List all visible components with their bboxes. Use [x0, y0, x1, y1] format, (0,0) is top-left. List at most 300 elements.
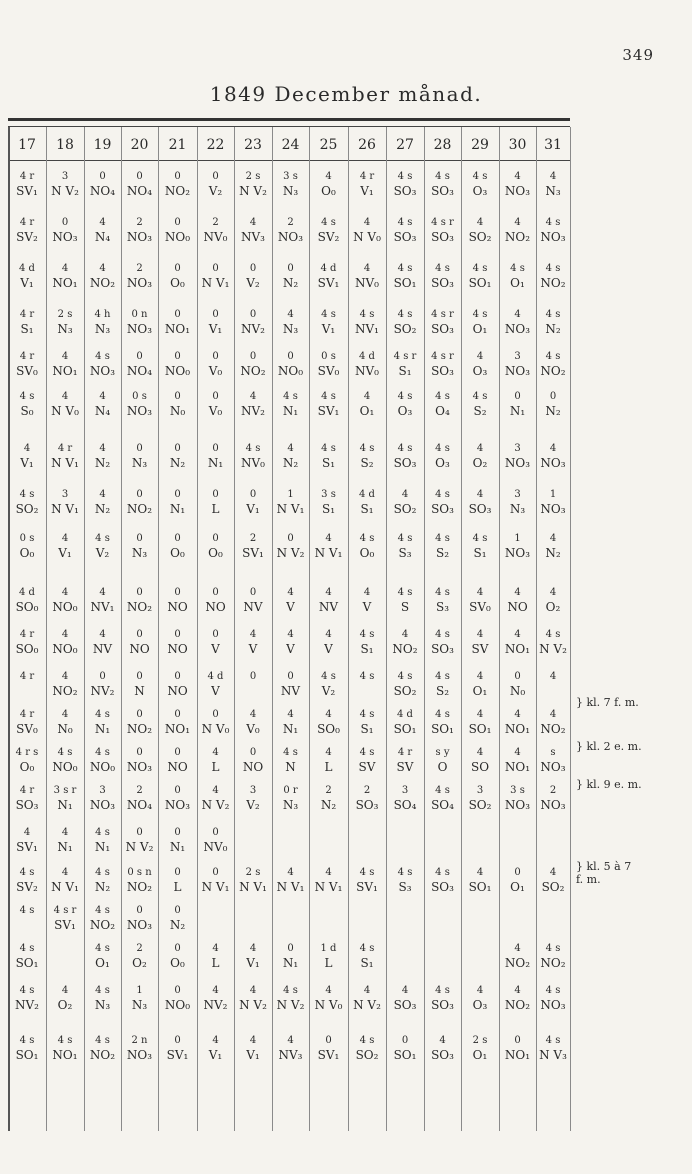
wind-value: NO [167, 600, 188, 614]
wind-value: L [324, 760, 333, 774]
cloud-value: 3 s [510, 785, 525, 796]
cloud-value: 4 [61, 629, 69, 640]
wind-value: SO₃ [431, 642, 454, 656]
cloud-value: 2 n [131, 1035, 148, 1046]
wind-value: SO₃ [431, 276, 454, 290]
observation-cell [425, 745, 461, 775]
observation-cell [122, 983, 158, 1013]
cloud-value: 0 [401, 1035, 409, 1046]
wind-value: N₃ [94, 998, 111, 1012]
observation-cell [535, 389, 571, 419]
cloud-value: 4 s [283, 747, 298, 758]
observation-cell [500, 441, 536, 471]
wind-value: O₀ [170, 276, 185, 290]
cloud-value: 4 r [359, 171, 375, 182]
cloud-value: 4 [514, 747, 521, 758]
cloud-value: 0 [249, 587, 257, 598]
cloud-value: 4 [287, 1035, 294, 1046]
observation-cell [500, 169, 536, 199]
cloud-value: 2 [287, 217, 294, 228]
cloud-value: 4 r [19, 629, 35, 640]
observation-cell [198, 983, 234, 1013]
observation-cell [535, 307, 571, 337]
observation-cell [198, 669, 234, 699]
observation-cell [198, 1033, 234, 1063]
wind-value: NO₃ [540, 502, 566, 516]
observation-cell [462, 1033, 498, 1063]
wind-value: NO₁ [504, 760, 531, 774]
observation-cell [387, 307, 423, 337]
observation-cell [349, 531, 385, 561]
cloud-value: 1 d [320, 943, 337, 954]
observation-cell [122, 307, 158, 337]
observation-cell [273, 169, 309, 199]
day-header: 17 [18, 137, 36, 153]
observation-cell [85, 825, 121, 855]
observation-cell [47, 783, 83, 813]
cloud-value: 4 [249, 985, 257, 996]
cloud-value: 4 [476, 587, 484, 598]
wind-value: NO₃ [126, 322, 153, 336]
observation-cell [9, 903, 45, 918]
cloud-value: 2 [249, 533, 257, 544]
observation-cell [160, 261, 196, 291]
observation-cell [47, 669, 83, 699]
cloud-value: 4 s r [393, 351, 417, 362]
wind-value: NO₃ [540, 798, 566, 812]
cloud-value: 4 s [359, 309, 375, 320]
cloud-value: 0 [249, 263, 257, 274]
observation-cell [47, 707, 83, 737]
wind-value: N V₁ [314, 880, 343, 894]
wind-value: N₃ [131, 998, 148, 1012]
cloud-value: 4 [401, 489, 409, 500]
cloud-value: 0 [212, 263, 219, 274]
cloud-value: 2 [136, 263, 143, 274]
wind-value: O [437, 760, 448, 774]
cloud-value: 0 [174, 629, 181, 640]
observation-cell [198, 531, 234, 561]
cloud-value: 4 s [545, 217, 561, 228]
wind-value: N V₀ [201, 722, 230, 736]
cloud-value: 4 s r [53, 905, 77, 916]
wind-value: NV₀ [241, 456, 265, 470]
cloud-value: 0 [136, 171, 143, 182]
cloud-value: 0 [514, 867, 521, 878]
observation-cell [122, 585, 158, 615]
cloud-value: 4 r [19, 785, 35, 796]
wind-value: O₃ [472, 364, 488, 378]
cloud-value: 4 [549, 709, 557, 720]
wind-value: O₀ [321, 184, 336, 198]
cloud-value: 4 [514, 943, 521, 954]
wind-value: N V₂ [239, 998, 267, 1012]
observation-cell [349, 215, 385, 245]
observation-cell [85, 745, 121, 775]
observation-cell [273, 783, 309, 813]
cloud-value: 4 [99, 217, 106, 228]
cloud-value: 4 s [545, 629, 561, 640]
wind-value: SV₂ [16, 230, 38, 244]
observation-cell [311, 1033, 347, 1063]
wind-value: N V₁ [239, 880, 267, 894]
observation-cell [235, 783, 271, 813]
wind-value: SO₃ [355, 798, 379, 812]
cloud-value: 4 [325, 171, 332, 182]
cloud-value: 4 s r [431, 217, 454, 228]
wind-value: SO₃ [431, 184, 454, 198]
wind-value: N V₂ [51, 184, 79, 198]
cloud-value: 4 s [397, 533, 413, 544]
observation-cell [122, 261, 158, 291]
observation-cell [349, 1033, 385, 1063]
wind-value: V [248, 642, 258, 656]
cloud-value: 4 s [435, 533, 450, 544]
cloud-value: 4 d [359, 489, 375, 500]
wind-value: N₀ [509, 684, 526, 698]
cloud-value: s [550, 747, 556, 758]
observation-cell [235, 261, 271, 291]
observation-cell [198, 487, 234, 517]
observation-cell [311, 215, 347, 245]
wind-value: NV₂ [203, 998, 228, 1012]
wind-value: S₁ [20, 322, 34, 336]
wind-value: N₂ [545, 404, 561, 418]
wind-value: N V₁ [276, 880, 305, 894]
wind-value: SV [396, 760, 414, 774]
cloud-value: 4 s [545, 985, 561, 996]
observation-cell [425, 585, 461, 615]
observation-cell [85, 389, 121, 419]
wind-value: NV [243, 600, 263, 614]
wind-value: SV₁ [16, 840, 38, 854]
observation-cell [85, 669, 121, 699]
observation-cell [311, 441, 347, 471]
observation-cell [235, 669, 271, 684]
cloud-value: 0 [212, 709, 219, 720]
observation-cell [160, 215, 196, 245]
wind-value: NO₃ [504, 456, 531, 470]
cloud-value: 4 [61, 391, 69, 402]
observation-cell [47, 215, 83, 245]
wind-value: N₃ [57, 322, 73, 336]
cloud-value: 4 d [320, 263, 337, 274]
cloud-value: 2 [549, 785, 557, 796]
observation-cell [311, 349, 347, 379]
cloud-value: 0 [174, 671, 181, 682]
cloud-value: 4 [287, 587, 294, 598]
cloud-value: 4 s [321, 391, 336, 402]
cloud-value: 4 [514, 217, 521, 228]
observation-cell [198, 261, 234, 291]
cloud-value: 4 [325, 747, 332, 758]
observation-cell [47, 627, 83, 657]
cloud-value: 4 [212, 747, 219, 758]
cloud-value: 0 [174, 709, 181, 720]
day-header: 26 [358, 137, 376, 153]
observation-cell [122, 903, 158, 933]
observation-cell [387, 745, 423, 775]
wind-value: O₀ [19, 760, 35, 774]
observation-cell [198, 389, 234, 419]
cloud-value: 0 [174, 827, 181, 838]
wind-value: SO₃ [431, 502, 454, 516]
wind-value: NO₃ [126, 1048, 153, 1062]
observation-cell [85, 707, 121, 737]
observation-cell [9, 215, 45, 245]
cloud-value: 0 [174, 391, 181, 402]
observation-cell [122, 941, 158, 971]
cloud-value: 4 d [19, 587, 35, 598]
wind-value: SV₁ [317, 1048, 340, 1062]
wind-value: S₂ [360, 456, 374, 470]
cloud-value: 2 s [472, 1035, 488, 1046]
wind-value: NO₂ [126, 880, 153, 894]
wind-value: N₃ [131, 456, 148, 470]
cloud-value: 0 [287, 263, 294, 274]
wind-value: NO₀ [164, 364, 191, 378]
cloud-value: 4 s [57, 1035, 73, 1046]
wind-value: N₁ [94, 840, 111, 854]
cloud-value: 4 s r [431, 309, 454, 320]
cloud-value: 0 [174, 171, 181, 182]
wind-value: SV [471, 642, 489, 656]
observation-cell [160, 865, 196, 895]
wind-value: N₂ [169, 456, 186, 470]
wind-value: N₁ [57, 798, 73, 812]
cloud-value: 0 s n [127, 867, 152, 878]
cloud-value: 4 [99, 443, 106, 454]
observation-cell [462, 215, 498, 245]
observation-cell [85, 783, 121, 813]
wind-value: N₁ [94, 722, 111, 736]
observation-cell [462, 783, 498, 813]
cloud-value: 4 [401, 985, 409, 996]
cloud-value: 4 s [472, 171, 488, 182]
wind-value: SO₀ [15, 642, 39, 656]
observation-cell [387, 169, 423, 199]
cloud-value: 4 s [435, 785, 450, 796]
cloud-value: 0 [136, 709, 143, 720]
wind-value: S₂ [473, 404, 487, 418]
day-header: 21 [168, 137, 187, 153]
observation-cell [311, 585, 347, 615]
header-rule [8, 160, 570, 161]
cloud-value: 4 r [19, 309, 35, 320]
wind-value: SO₃ [393, 456, 417, 470]
wind-value: NO₃ [504, 364, 531, 378]
wind-value: V₁ [246, 956, 260, 970]
cloud-value: 4 s [435, 391, 450, 402]
wind-value: NO₃ [540, 998, 566, 1012]
wind-value: NO₂ [126, 502, 153, 516]
observation-cell [198, 215, 234, 245]
observation-cell [425, 531, 461, 561]
wind-value: O₀ [19, 546, 35, 560]
cloud-value: 4 [249, 391, 257, 402]
time-note-line: } kl. 7 f. m. [576, 696, 639, 709]
cloud-value: 4 s [19, 1035, 35, 1046]
cloud-value: 4 s [397, 671, 413, 682]
observation-cell [235, 1033, 271, 1063]
observation-cell [235, 585, 271, 615]
wind-value: N V₂ [353, 998, 381, 1012]
wind-value: NO₂ [126, 600, 153, 614]
wind-value: NO₃ [540, 760, 566, 774]
wind-value: NO₂ [89, 918, 116, 932]
observation-cell [273, 487, 309, 517]
time-note-line: } kl. 5 à 7 [576, 860, 632, 873]
wind-value: N V₂ [239, 184, 267, 198]
cloud-value: 2 [136, 217, 143, 228]
cloud-value: 4 [99, 629, 106, 640]
observation-cell [9, 349, 45, 379]
observation-cell [349, 307, 385, 337]
observation-cell [462, 389, 498, 419]
wind-value: N₁ [169, 840, 186, 854]
observation-cell [535, 1033, 571, 1063]
wind-value: NO₂ [52, 684, 78, 698]
observation-cell [535, 669, 571, 684]
cloud-value: 2 s [245, 867, 261, 878]
observation-cell [122, 215, 158, 245]
observation-cell [500, 707, 536, 737]
wind-value: N₁ [509, 404, 526, 418]
cloud-value: 0 [212, 827, 219, 838]
wind-value: V₁ [246, 502, 260, 516]
cloud-value: 0 [174, 263, 181, 274]
wind-value: O₀ [208, 546, 223, 560]
observation-cell [198, 745, 234, 775]
wind-value: SO₃ [431, 364, 454, 378]
cloud-value: 4 [61, 351, 69, 362]
wind-value: NO₃ [540, 456, 566, 470]
cloud-value: 0 [212, 533, 219, 544]
observation-cell [535, 169, 571, 199]
cloud-value: 2 [136, 943, 143, 954]
observation-cell [425, 783, 461, 813]
observation-cell [387, 585, 423, 615]
cloud-value: 4 [549, 443, 557, 454]
wind-value: SO₃ [431, 230, 454, 244]
cloud-value: 4 s [397, 867, 413, 878]
observation-cell [47, 1033, 83, 1063]
cloud-value: 0 [174, 747, 181, 758]
time-note [576, 696, 639, 709]
cloud-value: 4 s [359, 443, 375, 454]
wind-value: NO₁ [52, 1048, 78, 1062]
cloud-value: 4 s [359, 709, 375, 720]
cloud-value: 4 s [545, 943, 561, 954]
wind-value: V₂ [208, 184, 223, 198]
wind-value: SO₀ [317, 722, 340, 736]
wind-value: SV₀ [469, 600, 491, 614]
wind-value: SV₁ [317, 276, 340, 290]
cloud-value: 0 [514, 1035, 521, 1046]
observation-cell [235, 169, 271, 199]
observation-cell [500, 389, 536, 419]
cloud-value: 4 [61, 263, 69, 274]
cloud-value: 4 [61, 671, 69, 682]
observation-cell [535, 983, 571, 1013]
wind-value: SO₄ [431, 798, 454, 812]
wind-value: NO [129, 642, 150, 656]
observation-cell [273, 215, 309, 245]
cloud-value: 4 s [397, 171, 413, 182]
wind-value: SO₁ [431, 722, 454, 736]
observation-cell [160, 707, 196, 737]
cloud-value: 0 [174, 309, 181, 320]
observation-cell [85, 983, 121, 1013]
observation-cell [122, 627, 158, 657]
cloud-value: 4 s [435, 671, 450, 682]
observation-cell [47, 307, 83, 337]
wind-value: V₁ [208, 322, 223, 336]
wind-value: N₀ [169, 404, 186, 418]
cloud-value: 4 r [397, 747, 413, 758]
observation-cell [349, 941, 385, 971]
cloud-value: 0 [287, 351, 294, 362]
observation-cell [198, 707, 234, 737]
observation-cell [198, 349, 234, 379]
observation-cell [387, 707, 423, 737]
table-top-rule [8, 126, 570, 127]
cloud-value: 4 [549, 533, 557, 544]
wind-value: SV₁ [166, 1048, 189, 1062]
observation-cell [462, 745, 498, 775]
cloud-value: 0 [174, 785, 181, 796]
cloud-value: 4 s [359, 747, 375, 758]
observation-cell [160, 983, 196, 1013]
observation-cell [85, 261, 121, 291]
wind-value: NO₃ [277, 230, 304, 244]
wind-value: NV₀ [355, 276, 379, 290]
observation-cell [9, 441, 45, 471]
observation-cell [500, 783, 536, 813]
wind-value: SV₁ [242, 546, 264, 560]
wind-value: O₃ [472, 998, 488, 1012]
observation-cell [535, 487, 571, 517]
observation-cell [9, 783, 45, 813]
cloud-value: 4 [363, 217, 371, 228]
cloud-value: 0 [212, 391, 219, 402]
cloud-value: 4 s [435, 587, 450, 598]
wind-value: NV₂ [241, 322, 265, 336]
observation-cell [462, 669, 498, 699]
observation-cell [47, 745, 83, 775]
wind-value: V [286, 642, 295, 656]
observation-cell [311, 261, 347, 291]
observation-cell [47, 585, 83, 615]
cloud-value: 4 s [283, 985, 298, 996]
wind-value: NV₁ [355, 322, 379, 336]
observation-cell [273, 531, 309, 561]
observation-cell [47, 389, 83, 419]
observation-cell [85, 169, 121, 199]
observation-cell [462, 531, 498, 561]
wind-value: NO₃ [126, 230, 153, 244]
wind-value: NO₂ [240, 364, 266, 378]
wind-value: N₃ [545, 184, 561, 198]
cloud-value: 4 [99, 263, 106, 274]
observation-cell [85, 941, 121, 971]
observation-cell [349, 389, 385, 419]
observation-cell [122, 745, 158, 775]
observation-cell [387, 349, 423, 379]
cloud-value: 4 [549, 587, 557, 598]
observation-cell [349, 349, 385, 379]
observation-cell [500, 585, 536, 615]
